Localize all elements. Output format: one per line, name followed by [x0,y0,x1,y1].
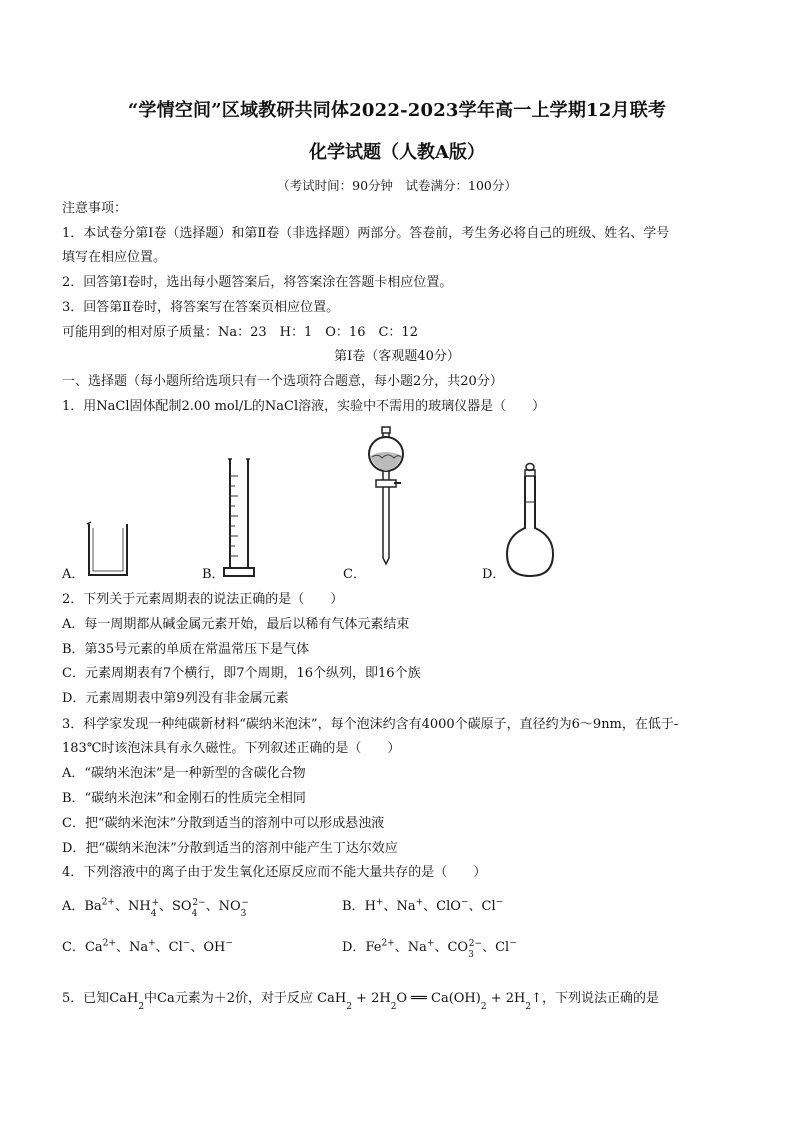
q3-option-b: B．“碳纳米泡沫”和金刚石的性质完全相同 [62,791,306,806]
q3-stem-b: 183℃时该泡沫具有永久磁性。下列叙述正确的是（ ） [62,741,401,756]
q2-option-d: D．元素周期表中第9列没有非金属元素 [62,691,289,706]
q5-stem-c: ，下列说法正确的是 [541,991,659,1006]
q1-label-d: D． [482,567,506,582]
q2-option-b: B．第35号元素的单质在常温常压下是气体 [62,642,310,657]
graduated-cylinder-icon [222,456,256,580]
q5-stem-b: 中Ca元素为＋2价，对于反应 [144,991,314,1006]
section-heading: 一、选择题（每小题所给选项只有一个选项符合题意，每小题2分，共20分） [62,374,503,389]
q3-option-a: A．“碳纳米泡沫”是一种新型的含碳化合物 [62,766,306,781]
q3-option-d: D．把“碳纳米泡沫”分散到适当的溶剂中能产生丁达尔效应 [62,841,398,856]
notes-heading: 注意事项： [62,201,128,216]
beaker-icon [86,520,130,578]
part1-heading: 第Ⅰ卷（客观题40分） [334,349,460,364]
q1-label-c: C． [343,567,366,582]
q3-stem-a: 3．科学家发现一种纯碳新材料“碳纳米泡沫”，每个泡沫约含有4000个碳原子，直径约为6～9nm，在低于- [62,717,679,732]
q2-stem: 2．下列关于元素周期表的说法正确的是（ ） [62,592,344,607]
q4-stem: 4．下列溶液中的离子由于发生氧化还原反应而不能大量共存的是（ ） [62,865,487,880]
q3-option-c: C．把“碳纳米泡沫”分散到适当的溶剂中可以形成悬浊液 [62,816,385,831]
exam-subtitle: 化学试题（人教A版） [309,142,485,163]
q1-label-a: A． [62,567,85,582]
volumetric-flask-icon [504,462,556,580]
q5-stem-a: 5．已知CaH [62,991,139,1006]
q1-label-b: B． [202,567,225,582]
q2-option-a: A．每一周期都从碱金属元素开始，最后以稀有气体元素结束 [62,617,410,632]
q4-option-d: D．$Fe^{2+}$、Na+、$CO_3^{2-}$、Cl− [342,938,517,960]
exam-info: （考试时间：90分钟 试卷满分：100分） [277,178,517,193]
q4-option-b: B．H+、Na+、ClO−、Cl− [342,897,504,914]
note-1a: 1．本试卷分第Ⅰ卷（选择题）和第Ⅱ卷（非选择题）两部分。答卷前，考生务必将自己的班级、姓名、学号 [62,226,670,241]
q4-option-a: A．$Ba^{2+}$、$NH_4^+$、$SO_4^{2-}$、$NO_3^-$ [62,897,249,919]
q2-option-c: C．元素周期表有7个横行，即7个周期，16个纵列，即16个族 [62,666,421,681]
q4-option-c: C．$Ca^{2+}$、Na+、Cl−、OH− [62,938,233,955]
q4-option-a-label: A． [62,899,85,914]
atomic-mass: 可能用到的相对原子质量：Na：23 H：1 O：16 C：12 [62,325,418,340]
q5-stem: 5．已知CaH$_2$中Ca元素为＋2价，对于反应 $CaH_2 + 2H_2O$ ══ $Ca(OH)_2$ + $2H_2↑$，下列说法正确的是 [62,991,659,1012]
q4-option-b-label: B． [342,899,365,914]
q4-option-c-label: C． [62,940,85,955]
separatory-funnel-icon [364,426,408,566]
note-2: 2．回答第Ⅰ卷时，选出每小题答案后，将答案涂在答题卡相应位置。 [62,275,453,290]
note-1b: 填写在相应位置。 [62,250,167,265]
q1-stem: 1．用NaCl固体配制2.00 mol/L的NaCl溶液，实验中不需用的玻璃仪器是（ ） [62,399,546,414]
exam-title: “学情空间”区域教研共同体2022-2023学年高一上学期12月联考 [127,100,667,121]
note-3: 3．回答第Ⅱ卷时，将答案写在答案页相应位置。 [62,300,340,315]
q4-option-d-label: D． [342,940,366,955]
